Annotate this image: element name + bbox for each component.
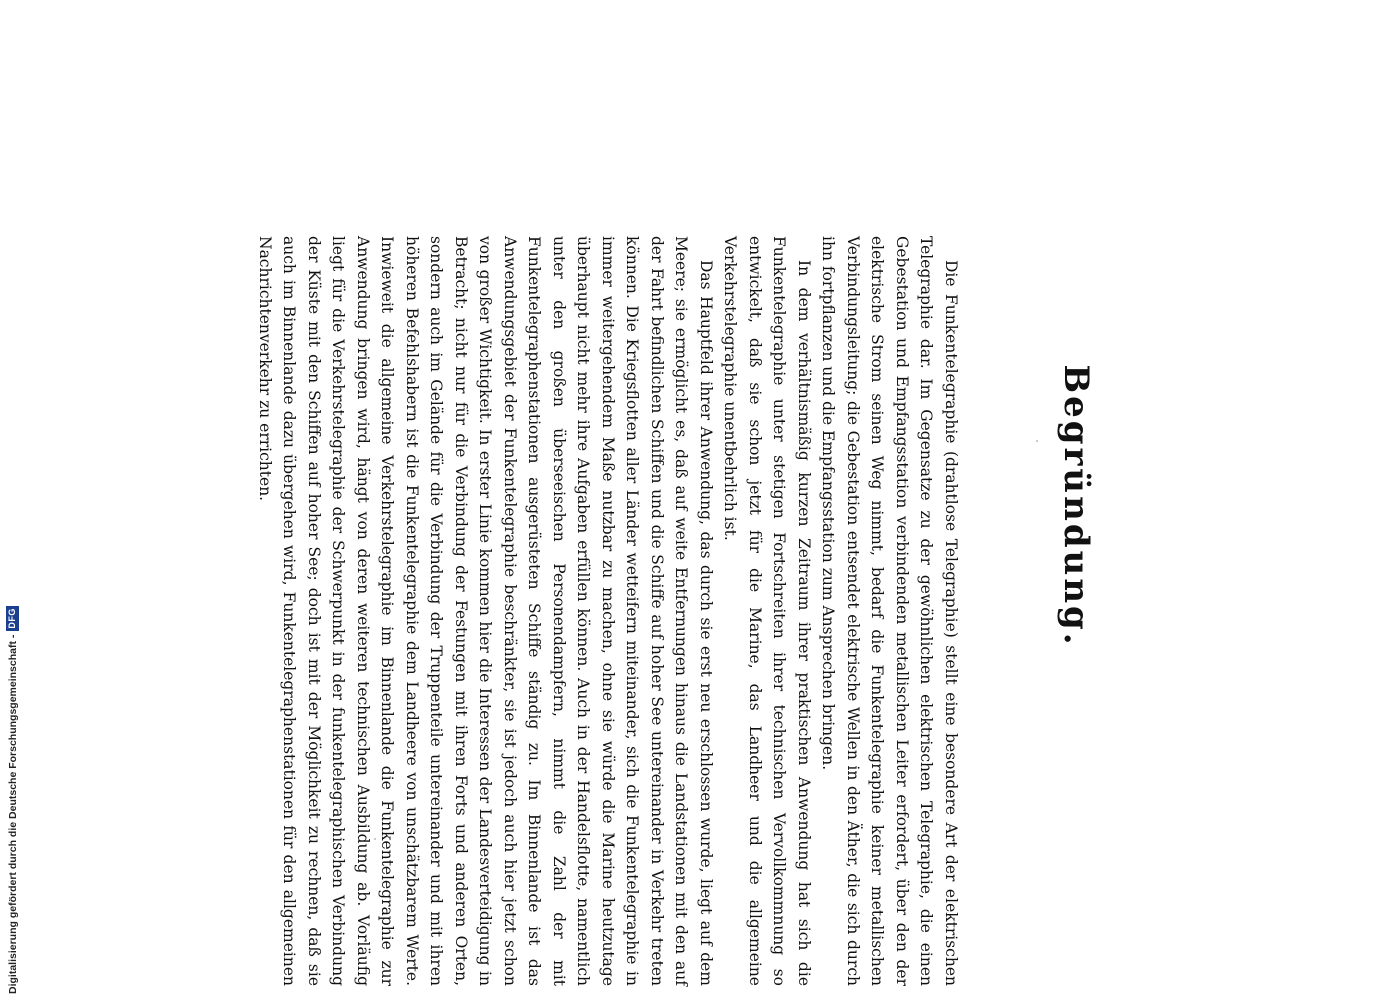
paragraph-3: Das Hauptfeld ihrer Anwendung, das durch sie erst neu erschlossen wurde, liegt auf dem Meere; sie ermöglicht es, daß auf weite Entfernungen hinaus die Landstationen mit den auf der Fahrt befindlichen Schiffen und die Schiffe auf hoher See untereinander in Verkehr treten können. Die Kriegsflotten aller Länder wetteifern miteinander, sich die Funkentelegraphie in immer weitergehendem Maße nutzbar zu machen, ohne sie würde die Marine heutzutage überhaupt nicht mehr ihre Aufgaben erfüllen können. Auch in der Handelsflotte, namentlich unter den großen überseeischen Personendampfern, nimmt die Zahl der mit Funkentelegraphenstationen ausgerüsteten Schiffe ständig zu. Im Binnenlande ist das Anwendungsgebiet der Funkentelegraphie beschränkter, sie ist jedoch auch hier jetzt schon von großer Wichtigkeit. In erster Linie kommen hier die Interessen der Landesverteidigung in Betracht; nicht nur für die Verbindung der Festungen mit ihren Forts und anderen Orten, sondern auch im Gelände für die Verbindung der Truppenteile untereinander und mit ihren höheren Befehlshabern ist die Funkentelegraphie dem Landheere von unschätzbarem Werte. Inwieweit die allgemeine Verkehrstelegraphie im Binnenlande die Funkentelegraphie zur Anwendung bringen wird, hängt von deren weiteren technischen Ausbildung ab. Vorläufig liegt für die Verkehrstelegraphie der Schwerpunkt in der funkentelegraphischen Verbindung der Küste mit den Schiffen auf hoher See; doch ist mit der Möglichkeit zu rechnen, daß sie auch im Binnenlande dazu übergehen wird, Funkentelegraphenstationen für den allgemeinen Nachrichtenverkehr zu errichten.: [256, 236, 715, 986]
document-body: [253, 236, 964, 986]
rotated-page-content: [218, 176, 1098, 986]
document-title: Begründung.: [1056, 364, 1096, 648]
scan-speck: [374, 838, 376, 840]
dfg-logo: DFG: [7, 608, 17, 629]
paragraph-2: In dem verhältnismäßig kurzen Zeitraum ihrer praktischen Anwendung hat sich die Funkentelegraphie unter stetigen Fortschreiten ihrer technischen Vervollkommnung so entwickelt, daß sie schon jetzt für die Marine, das Landheer und die allgemeine Verkehrstelegraphie unentbehrlich ist.: [721, 236, 813, 986]
paragraph-1: Die Funkentelegraphie (drahtlose Telegraphie) stellt eine besondere Art der elektrischen Telegraphie dar. Im Gegensatze zu der gewöhnlichen elektrischen Telegraphie, die einen Gebestation und Empfangsstation verbindenden metallischen Leiter erfordert, über den der elektrische Strom seinen Weg nimmt, bedarf die Funkentelegraphie keiner metallischen Verbindungsleitung; die Gebestation entsendet elektrische Wellen in den Äther, die sich durch ihn fortpflanzen und die Empfangsstation zum Ansprechen bringen.: [819, 236, 960, 986]
dfg-credit-text: Digitalisierung gefördert durch die Deutsche Forschungsgemeinschaft -: [6, 634, 19, 994]
scan-speck: [1036, 440, 1038, 442]
dfg-credit: [0, 600, 24, 1000]
